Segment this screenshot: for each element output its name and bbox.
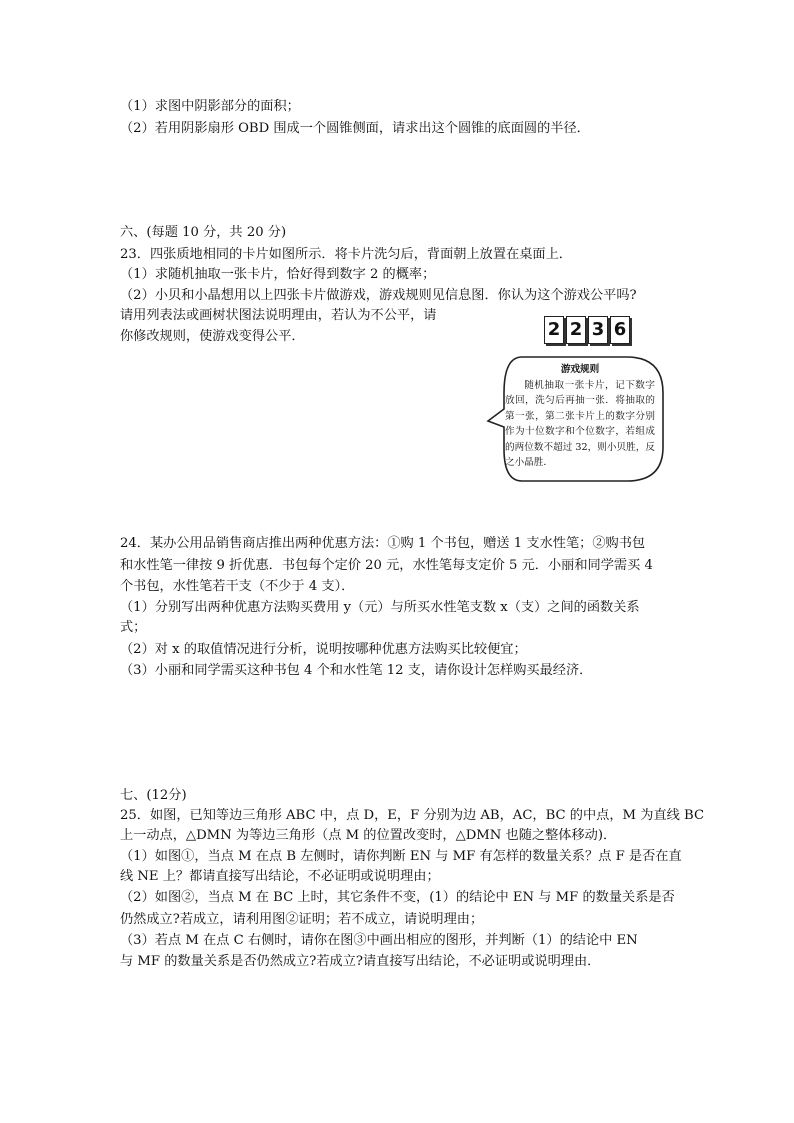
q24-intro-line3: 个书包，水性笔若干支（不少于 4 支）． — [120, 579, 355, 594]
q25-part2-line1: （2）如图②，当点 M 在 BC 上时，其它条件不变，(1）的结论中 EN 与 MF 的数量关系是否 — [120, 890, 675, 905]
q22-part2: （2）若用阴影扇形 OBD 围成一个圆锥侧面，请求出这个圆锥的底面圆的半径． — [120, 121, 590, 136]
section6-header: 六、(每题 10 分，共 20 分) — [120, 225, 287, 240]
q24-part1-line1: （1）分别写出两种优惠方法购买费用 y（元）与所买水性笔支数 x（支）之间的函数关系 — [120, 600, 640, 615]
number-card: 2 — [544, 316, 564, 344]
number-card: 6 — [610, 316, 630, 344]
number-card: 3 — [588, 316, 608, 344]
number-card: 2 — [566, 316, 586, 344]
q23-intro: 23．四张质地相同的卡片如图所示．将卡片洗匀后，背面朝上放置在桌面上． — [120, 247, 572, 262]
q24-part2: （2）对 x 的取值情况进行分析，说明按哪种优惠方法购买比较便宜； — [120, 642, 527, 657]
q22-part1: （1）求图中阴影部分的面积； — [120, 99, 300, 114]
q24-intro-line2: 和水性笔一律按 9 折优惠．书包每个定价 20 元，水性笔每支定价 5 元．小丽和同学需买 4 — [120, 558, 653, 573]
q24-part1-line2: 式； — [120, 620, 147, 635]
q25-part1-line1: （1）如图①，当点 M 在点 B 左侧时，请你判断 EN 与 MF 有怎样的数量关系？点 F 是否在直 — [120, 849, 682, 864]
q25-part2-line2: 仍然成立?若成立，请利用图②证明；若不成立，请说明理由； — [120, 912, 484, 927]
q24-intro-line1: 24．某办公用品销售商店推出两种优惠方法：①购 1 个书包，赠送 1 支水性笔；②购书包 — [120, 536, 646, 551]
q25-intro-line2: 上一动点，△DMN 为等边三角形（点 M 的位置改变时，△DMN 也随之整体移动)． — [120, 828, 617, 843]
q25-intro-line1: 25．如图，已知等边三角形 ABC 中，点 D，E，F 分别为边 AB，AC，BC 的中点，M 为直线 BC — [120, 808, 705, 823]
section7-header: 七、(12分) — [120, 788, 187, 803]
game-rules-title: 游戏规则 — [560, 364, 600, 375]
q25-part3-line2: 与 MF 的数量关系是否仍然成立?若成立?请直接写出结论，不必证明或说明理由． — [120, 954, 601, 969]
q23-part1: （1）求随机抽取一张卡片，恰好得到数字 2 的概率； — [120, 267, 436, 282]
game-rules — [505, 362, 655, 471]
q23-part2-line1: （2）小贝和小晶想用以上四张卡片做游戏，游戏规则见信息图．你认为这个游戏公平吗? — [120, 288, 637, 303]
q25-part1-line2: 线 NE 上？都请直接写出结论，不必证明或说明理由； — [120, 869, 440, 884]
q24-part3: （3）小丽和同学需买这种书包 4 个和水性笔 12 支，请你设计怎样购买最经济． — [120, 663, 593, 678]
q25-part3-line1: （3）若点 M 在点 C 右侧时，请你在图③中画出相应的图形，并判断（1）的结论中 EN — [120, 933, 638, 948]
q23-part2-line3: 你修改规则，使游戏变得公平． — [120, 329, 305, 344]
game-rules-text: 随机抽取一张卡片，记下数字放回，洗匀后再抽一张．将抽取的第一张，第二张卡片上的数字分别作为十位数字和个位数字，若组成的两位数不超过 32，则小贝胜，反之小晶胜． — [505, 379, 655, 468]
number-cards — [544, 316, 630, 344]
q23-part2-line2: 请用列表法或画树状图法说明理由，若认为不公平，请 — [120, 308, 437, 323]
